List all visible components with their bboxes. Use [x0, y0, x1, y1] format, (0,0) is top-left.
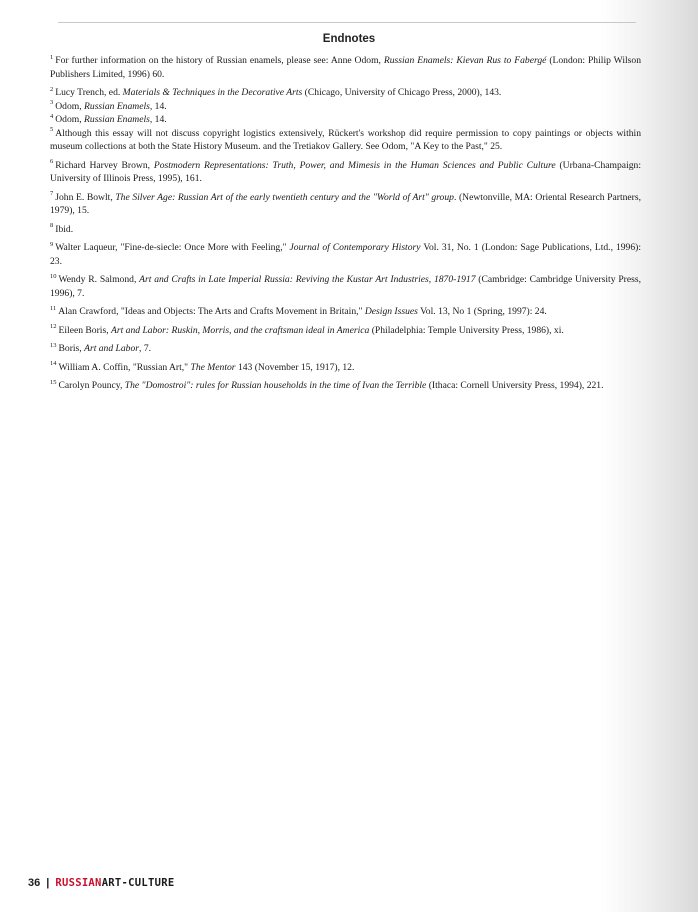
- endnote-title: Art and Labor: Ruskin, Morris, and the craftsman ideal in America: [111, 324, 370, 336]
- brand-art-culture: ART-CULTURE: [101, 877, 175, 889]
- endnote: [50, 127, 641, 154]
- endnote-text: Alan Crawford, "Ideas and Objects: The Arts and Crafts Movement in Britain,": [58, 306, 365, 317]
- endnote-text: Eileen Boris,: [58, 324, 111, 336]
- endnote: [50, 379, 641, 393]
- endnote-title: The Silver Age: Russian Art of the early twentieth century and the "World of Art" group: [115, 191, 454, 203]
- footer-separator: |: [46, 877, 50, 889]
- endnote-number: 15: [50, 378, 57, 386]
- endnote-number: 11: [50, 304, 57, 312]
- endnote-number: 8: [50, 222, 54, 230]
- endnote-number: 13: [50, 341, 57, 349]
- endnote-text: Vol. 31, No. 1 (London: Sage Publications, Ltd., 1996): 23.: [50, 242, 641, 267]
- endnote-number: 9: [50, 240, 54, 248]
- endnote-text: Ibid.: [55, 223, 74, 235]
- endnote: [50, 191, 641, 218]
- endnote-text: Walter Laqueur, "Fine-de-siecle: Once More with Feeling,": [55, 242, 290, 253]
- endnote-text: Richard Harvey Brown,: [55, 159, 154, 171]
- endnote-text: , 14.: [149, 100, 167, 112]
- endnote: [50, 86, 641, 100]
- endnote: [50, 100, 641, 114]
- endnote: [50, 113, 641, 127]
- endnote: [50, 305, 641, 319]
- endnote: [50, 342, 641, 356]
- endnote-text: Wendy R. Salmond,: [58, 274, 140, 285]
- endnote-text: Lucy Trench, ed.: [55, 87, 123, 98]
- top-rule: [58, 22, 636, 23]
- endnote-text: Vol. 13, No 1 (Spring, 1997): 24.: [417, 306, 547, 317]
- endnote-title: Russian Enamels: [84, 100, 150, 112]
- endnote: [50, 273, 641, 300]
- endnote-text: Odom,: [55, 114, 85, 125]
- endnote-title: Art and Crafts in Late Imperial Russia: Reviving the Kustar Art Industries, 1870-1917: [139, 274, 476, 285]
- endnote-text: Odom,: [55, 100, 85, 112]
- endnote-title: Journal of Contemporary History: [289, 242, 421, 253]
- endnote-title: Russian Enamels: Kievan Rus to Fabergé: [383, 55, 547, 66]
- page-footer: [28, 877, 175, 889]
- endnote-title: The "Domostroi": rules for Russian households in the time of Ivan the Terrible: [124, 380, 427, 391]
- page-number: 36: [28, 877, 41, 889]
- endnote-number: 7: [50, 190, 54, 198]
- endnote-title: Russian Enamels: [84, 114, 150, 125]
- endnote-number: 5: [50, 126, 54, 134]
- endnote: [50, 223, 641, 237]
- endnote-number: 14: [50, 360, 57, 368]
- endnote-text: Boris,: [58, 343, 85, 354]
- endnote-text: (London: Philip Wilson Publishers Limited, 1996) 60.: [50, 55, 641, 80]
- endnote-title: Postmodern Representations: Truth, Power, and Mimesis in the Human Sciences and Public Culture: [153, 159, 556, 171]
- publication-logo: [55, 877, 174, 889]
- endnote-text: 143 (November 15, 1917), 12.: [235, 361, 355, 373]
- endnote-number: 3: [50, 99, 54, 107]
- endnote-number: 12: [50, 323, 57, 331]
- endnote-text: For further information on the history of Russian enamels, please see: Anne Odom,: [55, 55, 384, 66]
- endnote: [50, 159, 641, 186]
- endnote-text: Carolyn Pouncy,: [58, 380, 125, 391]
- endnote-title: Art and Labor: [84, 343, 140, 354]
- endnote-text: John E. Bowlt,: [55, 191, 116, 203]
- brand-russian: RUSSIAN: [55, 877, 102, 889]
- endnotes-list: [50, 54, 641, 393]
- endnote-number: 4: [50, 112, 54, 120]
- endnote-number: 10: [50, 272, 57, 280]
- endnote-text: (Philadelphia: Temple University Press, 1986), xi.: [369, 324, 564, 336]
- endnote: [50, 324, 641, 338]
- endnote-text: (Chicago, University of Chicago Press, 2000), 143.: [302, 87, 502, 98]
- endnote-text: . (Newtonville, MA: Oriental Research Partners, 1979), 15.: [50, 191, 641, 216]
- endnote-number: 6: [50, 158, 54, 166]
- endnote-text: William A. Coffin, "Russian Art,": [58, 361, 191, 373]
- endnote-number: 1: [50, 53, 54, 61]
- endnote: [50, 241, 641, 268]
- endnote-text: (Ithaca: Cornell University Press, 1994), 221.: [426, 380, 604, 391]
- endnote-text: (Urbana-Champaign: University of Illinois Press, 1995), 161.: [50, 159, 641, 184]
- endnote-text: Although this essay will not discuss copyright logistics extensively, Rückert's workshop did require permission to copy paintings or objects within museum collections at both the State History Museum. and the Tretiakov Gallery. See Odom, "A Key to the Past," 25.: [50, 127, 641, 152]
- endnote-text: , 7.: [139, 343, 152, 354]
- endnote-title: Materials & Techniques in the Decorative Arts: [122, 87, 303, 98]
- endnote: [50, 54, 641, 81]
- endnote-title: Design Issues: [364, 306, 418, 317]
- section-heading: Endnotes: [322, 33, 376, 45]
- endnote-number: 2: [50, 85, 54, 93]
- endnote-title: The Mentor: [190, 361, 236, 373]
- endnote-text: , 14.: [149, 114, 167, 125]
- endnote-text: (Cambridge: Cambridge University Press, 1996), 7.: [50, 274, 641, 299]
- endnote: [50, 361, 641, 375]
